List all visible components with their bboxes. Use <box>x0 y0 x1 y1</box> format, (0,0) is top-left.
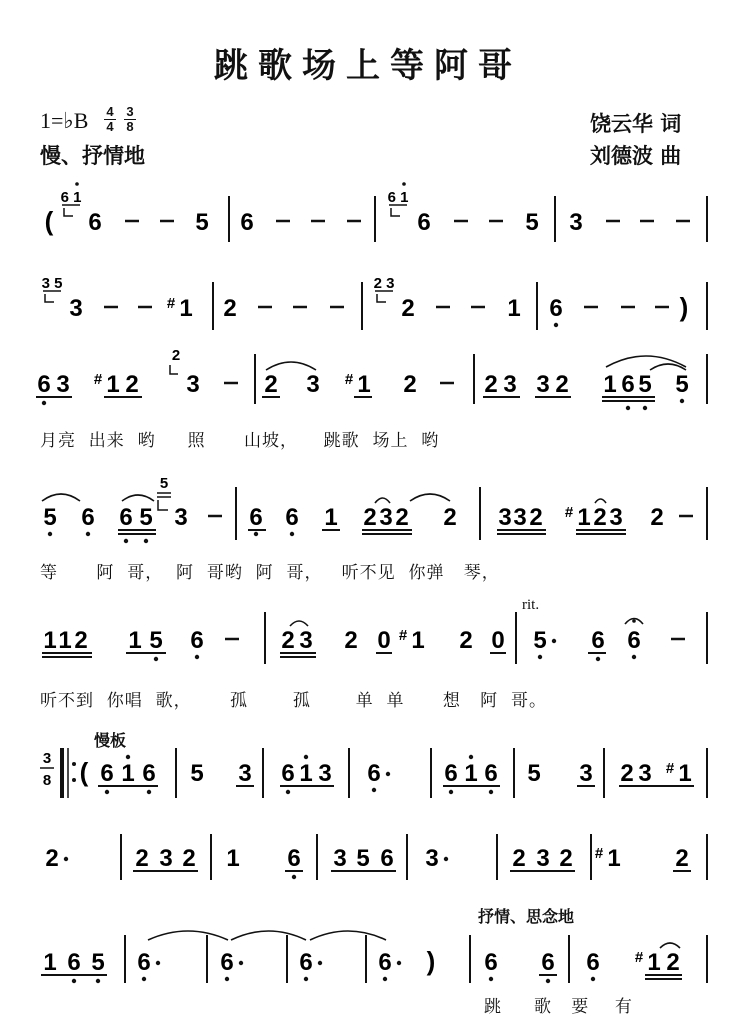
composer-credit: 刘德波 曲 <box>590 143 682 168</box>
grace-note: 6 1 <box>60 189 82 206</box>
note: 1 <box>577 504 591 531</box>
grace-hook <box>64 208 73 216</box>
sharp-sign: # <box>665 760 675 777</box>
note: 3 <box>238 760 252 787</box>
note: 6 <box>417 209 431 236</box>
note: 5 <box>195 209 209 236</box>
note: 1 <box>43 949 57 976</box>
sharp-sign: # <box>564 504 574 521</box>
augmentation-dot <box>156 961 160 965</box>
octave-dot-below <box>105 790 109 794</box>
octave-dot-above <box>75 182 79 186</box>
note: 3 <box>513 504 527 531</box>
note: 1 <box>43 627 57 654</box>
note: 6 <box>190 627 204 654</box>
note: 5 <box>190 760 204 787</box>
octave-dot-below <box>154 657 158 661</box>
note: 2 <box>125 371 139 398</box>
note: 6 <box>484 760 498 787</box>
time-signature-top: 3 <box>42 750 52 767</box>
note: 6 <box>67 949 81 976</box>
grace-hook <box>45 294 54 302</box>
note: 3 <box>379 504 393 531</box>
note: 2 <box>666 949 680 976</box>
note: 2 <box>74 627 88 654</box>
octave-dot-below <box>254 532 258 536</box>
octave-dot-below <box>554 323 558 327</box>
note: 0 <box>377 627 391 654</box>
note: 5 <box>638 371 652 398</box>
note: 2 <box>512 845 526 872</box>
note: 1 <box>128 627 142 654</box>
note: 3 <box>579 760 593 787</box>
note: 6 <box>378 949 392 976</box>
note: 6 <box>240 209 254 236</box>
octave-dot-below <box>383 977 387 981</box>
octave-dot-below <box>144 539 148 543</box>
octave-dot-below <box>286 790 290 794</box>
note: 6 <box>586 949 600 976</box>
octave-dot-below <box>72 979 76 983</box>
note: 1 <box>464 760 478 787</box>
slur <box>595 499 606 503</box>
note: 6 <box>591 627 605 654</box>
note: 6 <box>541 949 555 976</box>
octave-dot-below <box>48 532 52 536</box>
note: 3 <box>333 845 347 872</box>
paren-open: ( <box>44 206 54 236</box>
slur <box>122 495 154 501</box>
note: 2 <box>459 627 473 654</box>
octave-dot-below <box>96 979 100 983</box>
octave-dot-below <box>290 532 294 536</box>
time-signature-bottom: 8 <box>126 119 134 134</box>
time-signature-bottom: 8 <box>42 772 52 789</box>
octave-dot-below <box>195 655 199 659</box>
slur <box>660 943 680 948</box>
note: 2 <box>135 845 149 872</box>
augmentation-dot <box>444 857 448 861</box>
note: 2 <box>182 845 196 872</box>
note: 3 <box>69 295 83 322</box>
octave-dot-below <box>643 406 647 410</box>
octave-dot-below <box>596 657 600 661</box>
note: 2 <box>443 504 457 531</box>
note: 6 <box>549 295 563 322</box>
grace-note: 2 <box>171 347 181 364</box>
note: 2 <box>401 295 415 322</box>
note: 2 <box>555 371 569 398</box>
note: 1 <box>299 760 313 787</box>
grace-note: 2 3 <box>373 275 395 292</box>
augmentation-dot <box>64 857 68 861</box>
time-signature-bottom: 4 <box>106 119 114 134</box>
song-title: 跳歌场上等阿哥 <box>214 46 522 86</box>
sharp-sign: # <box>344 371 354 388</box>
note: 6 <box>137 949 151 976</box>
key-signature: 1=♭B <box>40 108 89 133</box>
note: 1 <box>603 371 617 398</box>
note: 3 <box>56 371 70 398</box>
note: 0 <box>491 627 505 654</box>
octave-dot-below <box>42 401 46 405</box>
octave-dot-below <box>147 790 151 794</box>
paren-close: ) <box>679 292 689 322</box>
note: 5 <box>43 504 57 531</box>
note: 2 <box>593 504 607 531</box>
octave-dot-below <box>142 977 146 981</box>
note: 6 <box>627 627 641 654</box>
note: 1 <box>121 760 135 787</box>
slur <box>290 621 308 626</box>
note: 2 <box>620 760 634 787</box>
augmentation-dot <box>239 961 243 965</box>
note: 3 <box>503 371 517 398</box>
note: 2 <box>650 504 664 531</box>
fermata-dot <box>632 619 636 623</box>
sharp-sign: # <box>166 295 176 312</box>
note: 2 <box>363 504 377 531</box>
time-signature-top: 4 <box>106 104 114 119</box>
lyricist-credit: 饶云华 词 <box>590 111 682 136</box>
note: 1 <box>226 845 240 872</box>
octave-dot-below <box>680 399 684 403</box>
slur <box>410 494 450 501</box>
note: 5 <box>149 627 163 654</box>
grace-note: 6 1 <box>387 189 409 206</box>
note: 1 <box>106 371 120 398</box>
note: 6 <box>100 760 114 787</box>
note: 6 <box>367 760 381 787</box>
slur <box>42 494 80 501</box>
grace-note: 5 <box>159 475 169 492</box>
lyrics-line-4: 跳 歌 要 有 <box>484 997 633 1017</box>
note: 3 <box>425 845 439 872</box>
octave-dot-below <box>591 977 595 981</box>
note: 2 <box>403 371 417 398</box>
note: 3 <box>306 371 320 398</box>
augmentation-dot <box>386 772 390 776</box>
octave-dot-below <box>546 979 550 983</box>
note: 3 <box>159 845 173 872</box>
octave-dot-below <box>86 532 90 536</box>
slur <box>266 362 316 370</box>
note: 2 <box>529 504 543 531</box>
note: 3 <box>536 845 550 872</box>
note: 2 <box>223 295 237 322</box>
octave-dot-below <box>292 875 296 879</box>
lyrics-line-3: 听不到 你唱 歌， 孤 孤 单 单 想 阿 哥。 <box>40 691 547 711</box>
note: 2 <box>395 504 409 531</box>
note: 6 <box>444 760 458 787</box>
note: 3 <box>299 627 313 654</box>
slur <box>310 931 386 940</box>
octave-dot-below <box>304 977 308 981</box>
note: 2 <box>45 845 59 872</box>
octave-dot-below <box>372 788 376 792</box>
note: 2 <box>264 371 278 398</box>
octave-dot-below <box>632 655 636 659</box>
note: 2 <box>675 845 689 872</box>
sharp-sign: # <box>398 627 408 644</box>
augmentation-dot <box>552 639 556 643</box>
note: 5 <box>675 371 689 398</box>
note: 6 <box>380 845 394 872</box>
octave-dot-below <box>538 655 542 659</box>
note: 3 <box>609 504 623 531</box>
slur <box>148 931 228 940</box>
octave-dot-below <box>489 790 493 794</box>
note: 1 <box>324 504 338 531</box>
slur <box>231 931 306 940</box>
note: 2 <box>484 371 498 398</box>
grace-hook <box>158 500 168 510</box>
note: 3 <box>174 504 188 531</box>
note: 6 <box>299 949 313 976</box>
note: 6 <box>142 760 156 787</box>
note: 1 <box>647 949 661 976</box>
note: 1 <box>58 627 72 654</box>
note: 1 <box>507 295 521 322</box>
note: 6 <box>281 760 295 787</box>
section-expression: 抒情、思念地 <box>478 907 575 926</box>
note: 5 <box>525 209 539 236</box>
octave-dot-below <box>124 539 128 543</box>
section-tempo: 慢板 <box>94 731 127 750</box>
note: 6 <box>249 504 263 531</box>
ritardando-mark: rit. <box>522 597 540 613</box>
octave-dot-above <box>402 182 406 186</box>
note: 6 <box>220 949 234 976</box>
sharp-sign: # <box>594 845 604 862</box>
note: 6 <box>88 209 102 236</box>
note: 1 <box>357 371 371 398</box>
note: 3 <box>318 760 332 787</box>
octave-dot-below <box>489 977 493 981</box>
octave-dot-below <box>626 406 630 410</box>
note: 6 <box>119 504 133 531</box>
grace-hook <box>377 294 386 302</box>
note: 5 <box>533 627 547 654</box>
note: 5 <box>356 845 370 872</box>
lyrics-line-2: 等 阿 哥， 阿 哥哟 阿 哥， 听不见 你弹 琴， <box>40 563 500 583</box>
note: 6 <box>81 504 95 531</box>
augmentation-dot <box>397 961 401 965</box>
note: 1 <box>411 627 425 654</box>
note: 3 <box>536 371 550 398</box>
repeat-dot <box>72 762 76 766</box>
octave-dot-above <box>469 755 473 759</box>
augmentation-dot <box>318 961 322 965</box>
note: 2 <box>559 845 573 872</box>
note: 1 <box>179 295 193 322</box>
note: 3 <box>638 760 652 787</box>
octave-dot-above <box>126 755 130 759</box>
time-signature-top: 3 <box>126 104 134 119</box>
paren-open: ( <box>79 757 89 787</box>
note: 3 <box>569 209 583 236</box>
sharp-sign: # <box>93 371 103 388</box>
note: 6 <box>484 949 498 976</box>
tempo-marking: 慢、抒情地 <box>40 143 145 168</box>
note: 3 <box>498 504 512 531</box>
sharp-sign: # <box>634 949 644 966</box>
note: 2 <box>344 627 358 654</box>
grace-hook <box>170 365 178 374</box>
repeat-dot <box>72 778 76 782</box>
grace-note: 3 5 <box>41 275 63 292</box>
note: 3 <box>186 371 200 398</box>
paren-close: ) <box>426 946 436 976</box>
note: 5 <box>527 760 541 787</box>
note: 6 <box>285 504 299 531</box>
note: 1 <box>678 760 692 787</box>
octave-dot-below <box>449 790 453 794</box>
note: 5 <box>139 504 153 531</box>
note: 6 <box>37 371 51 398</box>
slur <box>375 498 390 503</box>
note: 1 <box>607 845 621 872</box>
octave-dot-above <box>304 755 308 759</box>
lyrics-line-1: 月亮 出来 哟 照 山坡， 跳歌 场上 哟 <box>40 431 440 451</box>
octave-dot-below <box>225 977 229 981</box>
note: 6 <box>287 845 301 872</box>
grace-hook <box>391 208 400 216</box>
note: 6 <box>621 371 635 398</box>
note: 5 <box>91 949 105 976</box>
note: 2 <box>281 627 295 654</box>
